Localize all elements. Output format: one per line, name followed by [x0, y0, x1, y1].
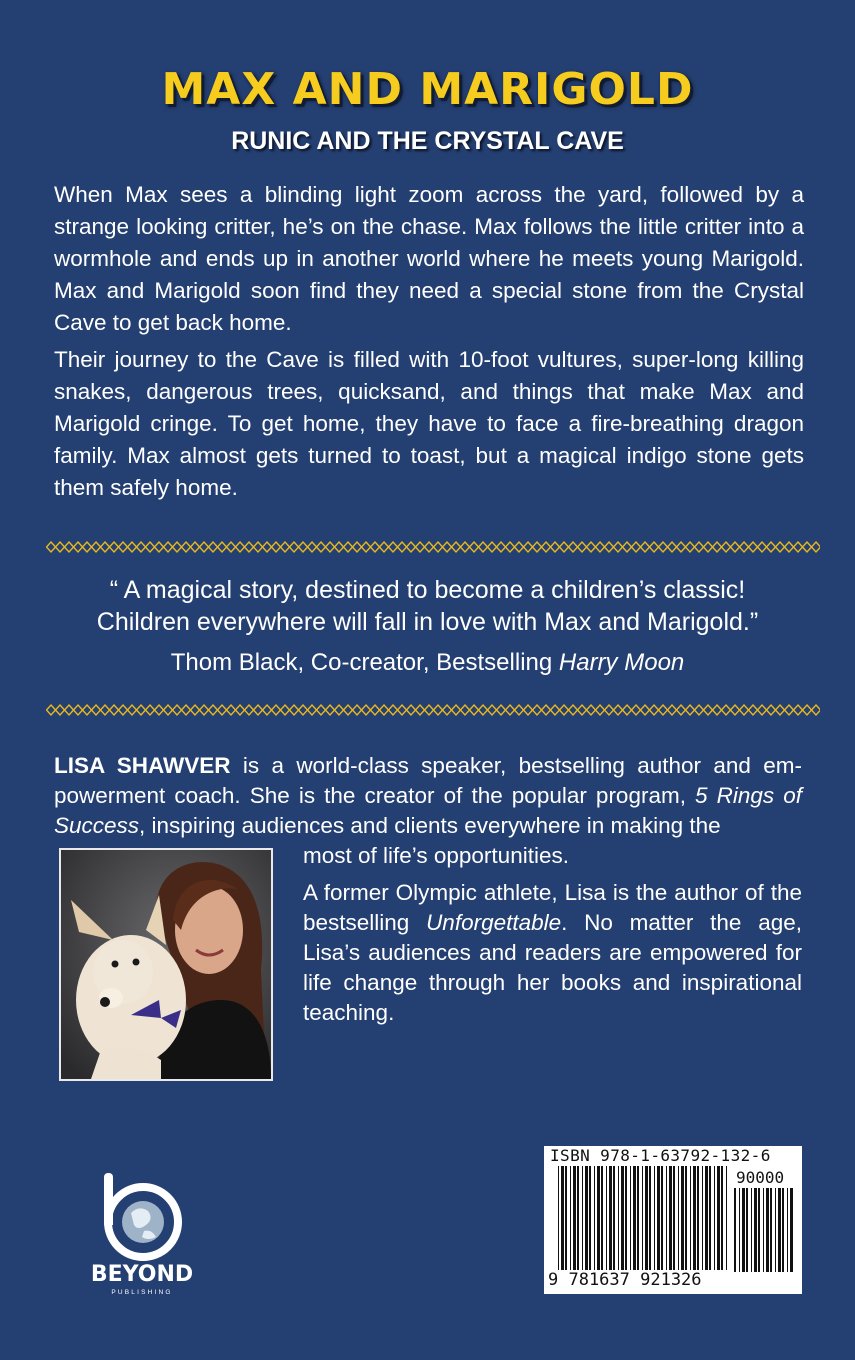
barcode-bar — [666, 1166, 667, 1270]
barcode-bar — [754, 1188, 757, 1272]
divider-diamond — [596, 542, 605, 552]
divider-diamond — [218, 705, 227, 715]
barcode-bar — [751, 1188, 752, 1272]
divider-diamond — [416, 542, 425, 552]
barcode-bar — [621, 1166, 624, 1270]
divider-diamond — [452, 542, 461, 552]
divider-diamond — [371, 542, 380, 552]
divider-diamond — [47, 542, 56, 552]
barcode-bar — [661, 1166, 663, 1270]
divider-diamond — [65, 542, 74, 552]
barcode-bar — [561, 1166, 564, 1270]
divider-diamond — [209, 542, 218, 552]
barcode-bar — [693, 1166, 696, 1270]
divider-diamond — [254, 542, 263, 552]
divider-diamond — [461, 705, 470, 715]
divider-diamond — [362, 705, 371, 715]
divider-diamond — [236, 705, 245, 715]
divider-diamond — [515, 705, 524, 715]
book-subtitle: RUNIC AND THE CRYSTAL CAVE — [231, 127, 624, 155]
barcode-bar — [770, 1188, 772, 1272]
quote-line: “ A magical story, destined to become a children’s classic! — [109, 576, 746, 604]
barcode-bar — [633, 1166, 636, 1270]
divider-diamond — [560, 705, 569, 715]
barcode-bar — [618, 1166, 619, 1270]
divider-diamond — [326, 542, 335, 552]
barcode-bar — [654, 1166, 655, 1270]
barcode-bar — [585, 1166, 588, 1270]
divider-diamond — [308, 542, 317, 552]
divider-diamond — [749, 542, 758, 552]
barcode-bar — [746, 1188, 748, 1272]
divider-diamond — [812, 542, 821, 552]
divider-diamond — [209, 705, 218, 715]
divider-diamond — [668, 705, 677, 715]
barcode-bar — [717, 1166, 720, 1270]
author-bio-tail: most of life’s opportunities. — [303, 843, 569, 868]
divider-diamond — [389, 705, 398, 715]
divider-diamond — [272, 705, 281, 715]
divider-diamond — [236, 542, 245, 552]
barcode-bar — [630, 1166, 631, 1270]
divider-diamond — [623, 705, 632, 715]
decorative-divider — [46, 703, 820, 717]
divider-diamond — [551, 542, 560, 552]
divider-diamond — [605, 705, 614, 715]
divider-diamond — [200, 542, 209, 552]
divider-diamond — [704, 705, 713, 715]
barcode-bar — [721, 1166, 723, 1270]
divider-diamond — [407, 705, 416, 715]
divider-diamond — [353, 542, 362, 552]
divider-diamond — [794, 542, 803, 552]
divider-diamond — [452, 705, 461, 715]
divider-diamond — [524, 542, 533, 552]
divider-diamond — [182, 542, 191, 552]
divider-diamond — [758, 542, 767, 552]
divider-diamond — [740, 705, 749, 715]
divider-diamond — [560, 542, 569, 552]
book-title-unforgettable: Unforgettable — [426, 910, 562, 935]
divider-diamond — [416, 705, 425, 715]
bio-text: A former Olympic athlete, Lisa is the author of the bestselling — [303, 880, 802, 935]
divider-diamond — [317, 542, 326, 552]
author-name: LISA SHAWVER — [54, 753, 231, 778]
divider-diamond — [128, 705, 137, 715]
divider-diamond — [803, 542, 812, 552]
barcode-bar — [782, 1188, 784, 1272]
divider-diamond — [128, 542, 137, 552]
divider-diamond — [110, 542, 119, 552]
divider-diamond — [191, 542, 200, 552]
divider-diamond — [470, 705, 479, 715]
divider-diamond — [74, 542, 83, 552]
divider-diamond — [497, 705, 506, 715]
divider-diamond — [479, 705, 488, 715]
divider-diamond — [479, 542, 488, 552]
decorative-divider — [46, 540, 820, 554]
divider-diamond — [578, 542, 587, 552]
barcode-bar — [758, 1188, 760, 1272]
divider-diamond — [299, 542, 308, 552]
divider-diamond — [533, 705, 542, 715]
barcode-bar — [709, 1166, 711, 1270]
divider-diamond — [506, 542, 515, 552]
barcode-bar — [637, 1166, 639, 1270]
divider-diamond — [659, 705, 668, 715]
barcode-bar — [673, 1166, 675, 1270]
divider-diamond — [632, 705, 641, 715]
divider-diamond — [137, 705, 146, 715]
divider-diamond — [614, 705, 623, 715]
barcode-bar — [565, 1166, 567, 1270]
barcode-bar — [558, 1166, 559, 1270]
endorsement-quote — [40, 574, 815, 638]
barcode-bar — [702, 1166, 703, 1270]
divider-diamond — [578, 705, 587, 715]
bio-text: , inspiring audiences and clients everywhere in making the — [139, 813, 721, 838]
attribution-text: Thom Black, Co-creator, Bestselling — [170, 649, 559, 676]
divider-diamond — [263, 705, 272, 715]
divider-diamond — [200, 705, 209, 715]
barcode-bar — [681, 1166, 684, 1270]
divider-diamond — [425, 705, 434, 715]
barcode-bar — [766, 1188, 769, 1272]
divider-diamond — [389, 542, 398, 552]
divider-diamond — [776, 705, 785, 715]
barcode-bar — [726, 1166, 727, 1270]
divider-diamond — [380, 542, 389, 552]
blurb-paragraph: Their journey to the Cave is filled with 10-foot vultures, super-long killing snakes, dangerous trees, quicksand, and things that make Max and Marigold cringe. To get home, they have to face a fire-breathing dragon family. Max almost gets turned to toast, but a magical indigo stone gets them safely home. — [54, 347, 804, 500]
divider-diamond — [533, 542, 542, 552]
divider-diamond — [227, 705, 236, 715]
divider-diamond — [425, 542, 434, 552]
divider-diamond — [110, 705, 119, 715]
barcode-bar — [705, 1166, 708, 1270]
isbn-barcode — [544, 1146, 802, 1294]
divider-diamond — [173, 705, 182, 715]
barcode-bar — [573, 1166, 576, 1270]
divider-diamond — [596, 705, 605, 715]
divider-diamond — [344, 542, 353, 552]
addon-bars — [734, 1188, 796, 1272]
divider-diamond — [749, 705, 758, 715]
divider-diamond — [119, 542, 128, 552]
divider-diamond — [551, 705, 560, 715]
barcode-bar — [697, 1166, 699, 1270]
divider-diamond — [722, 705, 731, 715]
divider-diamond — [569, 542, 578, 552]
author-bio-paragraph — [54, 751, 802, 841]
isbn-label: ISBN 978-1-63792-132-6 — [550, 1146, 771, 1165]
barcode-bar — [594, 1166, 595, 1270]
barcode-bar — [645, 1166, 648, 1270]
divider-diamond — [740, 542, 749, 552]
barcode-bar — [742, 1188, 745, 1272]
barcode-bar — [739, 1188, 740, 1272]
divider-diamond — [785, 705, 794, 715]
divider-diamond — [767, 542, 776, 552]
divider-diamond — [668, 542, 677, 552]
barcode-bar — [790, 1188, 793, 1272]
divider-diamond — [461, 542, 470, 552]
barcode-bar — [606, 1166, 607, 1270]
barcode-bar — [775, 1188, 776, 1272]
book-title: MAX AND MARIGOLD — [161, 64, 694, 115]
divider-diamond — [497, 542, 506, 552]
divider-diamond — [587, 705, 596, 715]
divider-diamond — [659, 542, 668, 552]
divider-diamond — [362, 542, 371, 552]
divider-diamond — [515, 542, 524, 552]
divider-diamond — [335, 542, 344, 552]
divider-diamond — [92, 705, 101, 715]
barcode-bar — [625, 1166, 627, 1270]
ean-bars — [558, 1166, 728, 1270]
divider-diamond — [686, 705, 695, 715]
divider-diamond — [83, 542, 92, 552]
barcode-bar — [669, 1166, 672, 1270]
divider-diamond — [137, 542, 146, 552]
quote-line: Children everywhere will fall in love with Max and Marigold.” — [96, 608, 759, 636]
divider-diamond — [335, 705, 344, 715]
barcode-bar — [690, 1166, 691, 1270]
barcode-bar — [597, 1166, 600, 1270]
publisher-name: BEYOND — [90, 1262, 194, 1287]
divider-diamond — [245, 542, 254, 552]
barcode-bar — [657, 1166, 660, 1270]
divider-diamond — [191, 705, 200, 715]
ean-number: 9 781637 921326 — [548, 1270, 702, 1290]
divider-diamond — [506, 705, 515, 715]
divider-diamond — [650, 542, 659, 552]
divider-diamond — [227, 542, 236, 552]
price-code: 90000 — [736, 1168, 785, 1187]
program-name: 5 Rings of Success — [54, 783, 802, 838]
divider-diamond — [47, 705, 56, 715]
divider-diamond — [146, 705, 155, 715]
divider-diamond — [650, 705, 659, 715]
divider-diamond — [407, 542, 416, 552]
divider-diamond — [281, 705, 290, 715]
divider-diamond — [56, 542, 65, 552]
bio-text: is a world-class speaker, bestselling author and em-powerment coach. She is the creator of the popular program, — [54, 753, 802, 808]
barcode-bar — [577, 1166, 579, 1270]
endorsement-attribution — [40, 649, 815, 677]
divider-diamond — [731, 542, 740, 552]
divider-diamond — [398, 705, 407, 715]
divider-diamond — [173, 542, 182, 552]
barcode-bar — [649, 1166, 651, 1270]
divider-diamond — [65, 705, 74, 715]
divider-diamond — [299, 705, 308, 715]
divider-diamond — [758, 705, 767, 715]
divider-diamond — [641, 542, 650, 552]
divider-diamond — [713, 705, 722, 715]
divider-diamond — [272, 542, 281, 552]
barcode-bar — [678, 1166, 679, 1270]
bio-text: . No matter the age, Lisa’s audiences and readers are empowered for life change through her books and inspirational teaching. — [303, 910, 802, 1025]
divider-diamond — [605, 542, 614, 552]
divider-diamond — [713, 542, 722, 552]
divider-diamond — [92, 542, 101, 552]
divider-diamond — [524, 705, 533, 715]
divider-diamond — [83, 705, 92, 715]
divider-diamond — [308, 705, 317, 715]
divider-diamond — [632, 542, 641, 552]
divider-diamond — [470, 542, 479, 552]
divider-diamond — [686, 542, 695, 552]
barcode-bar — [778, 1188, 781, 1272]
divider-diamond — [371, 705, 380, 715]
divider-diamond — [326, 705, 335, 715]
barcode-bar — [609, 1166, 612, 1270]
divider-diamond — [434, 705, 443, 715]
barcode-bar — [570, 1166, 571, 1270]
divider-diamond — [488, 705, 497, 715]
divider-diamond — [569, 705, 578, 715]
divider-diamond — [794, 705, 803, 715]
divider-diamond — [542, 542, 551, 552]
divider-diamond — [443, 542, 452, 552]
divider-diamond — [263, 542, 272, 552]
divider-diamond — [767, 705, 776, 715]
blurb-paragraph: When Max sees a blinding light zoom across the yard, followed by a strange looking critter, he’s on the chase. Max follows the little critter into a wormhole and ends up in another world where he meets young Marigold. Max and Marigold soon find they need a special stone from the Crystal Cave to get back home. — [54, 182, 804, 335]
divider-diamond — [218, 542, 227, 552]
divider-diamond — [164, 542, 173, 552]
barcode-bar — [642, 1166, 643, 1270]
divider-diamond — [704, 542, 713, 552]
divider-diamond — [254, 705, 263, 715]
divider-diamond — [290, 542, 299, 552]
divider-diamond — [317, 705, 326, 715]
divider-diamond — [614, 542, 623, 552]
divider-diamond — [290, 705, 299, 715]
divider-diamond — [623, 542, 632, 552]
divider-diamond — [587, 542, 596, 552]
divider-diamond — [722, 542, 731, 552]
divider-diamond — [812, 705, 821, 715]
divider-diamond — [155, 542, 164, 552]
divider-diamond — [344, 705, 353, 715]
publisher-tagline: PUBLISHING — [111, 1289, 173, 1296]
divider-diamond — [56, 705, 65, 715]
attribution-book-title: Harry Moon — [558, 649, 685, 676]
divider-diamond — [434, 542, 443, 552]
divider-diamond — [74, 705, 83, 715]
barcode-bar — [787, 1188, 788, 1272]
barcode-bar — [734, 1188, 736, 1272]
divider-diamond — [101, 705, 110, 715]
barcode-bar — [763, 1188, 764, 1272]
divider-diamond — [146, 542, 155, 552]
divider-diamond — [677, 542, 686, 552]
divider-diamond — [119, 705, 128, 715]
divider-diamond — [398, 542, 407, 552]
divider-diamond — [542, 705, 551, 715]
divider-diamond — [281, 542, 290, 552]
divider-diamond — [155, 705, 164, 715]
barcode-bar — [714, 1166, 715, 1270]
divider-diamond — [164, 705, 173, 715]
barcode-bar — [685, 1166, 687, 1270]
barcode-bar — [582, 1166, 583, 1270]
divider-diamond — [443, 705, 452, 715]
divider-diamond — [803, 705, 812, 715]
divider-diamond — [785, 542, 794, 552]
divider-diamond — [101, 542, 110, 552]
divider-diamond — [182, 705, 191, 715]
divider-diamond — [353, 705, 362, 715]
divider-diamond — [380, 705, 389, 715]
divider-diamond — [695, 705, 704, 715]
divider-diamond — [731, 705, 740, 715]
barcode-bar — [589, 1166, 591, 1270]
barcode-bar — [613, 1166, 615, 1270]
author-bio-paragraph — [303, 878, 802, 1028]
barcode-bar — [601, 1166, 603, 1270]
divider-diamond — [677, 705, 686, 715]
divider-diamond — [641, 705, 650, 715]
author-photo — [59, 848, 273, 1081]
divider-diamond — [488, 542, 497, 552]
divider-diamond — [245, 705, 254, 715]
divider-diamond — [695, 542, 704, 552]
divider-diamond — [776, 542, 785, 552]
